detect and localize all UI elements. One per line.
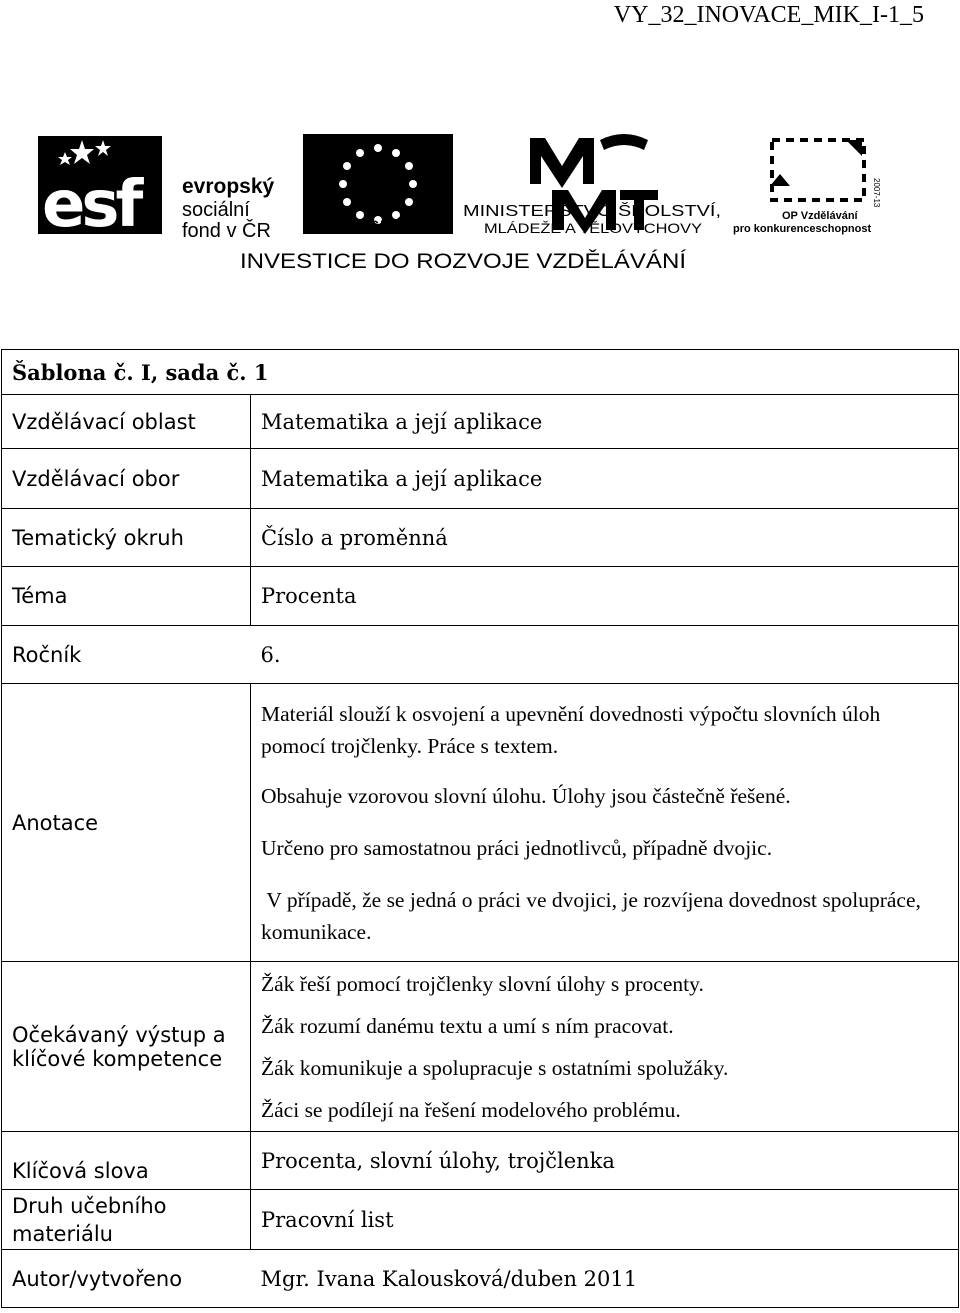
druh-label: Druh učebního materiálu	[2, 1190, 251, 1250]
anotace-paragraph: Určeno pro samostatnou práci jednotlivců, případně dvojic.	[261, 835, 773, 860]
row-value: Matematika a její aplikace	[251, 395, 959, 449]
row-label: Tematický okruh	[2, 509, 251, 567]
esf-letters: esf	[42, 168, 140, 242]
logo-band	[0, 118, 960, 278]
anotace-paragraph: V případě, že se jedná o práci ve dvojici, je rozvíjena dovednost spolupráce, komunikace.	[261, 887, 927, 944]
investice-banner: INVESTICE DO ROZVOJE VZDĚLÁVÁNÍ	[240, 250, 687, 273]
esf-logo	[38, 136, 275, 242]
vystup-item: Žáci se podílejí na řešení modelového problému.	[261, 1097, 681, 1122]
anotace-paragraph: Materiál slouží k osvojení a upevnění dovednosti výpočtu slovních úloh pomocí trojčlenky. Práce s textem.	[261, 701, 881, 758]
eu-caption: EVROPSKÁ UNIE	[303, 217, 453, 236]
vystup-item: Žák řeší pomocí trojčlenky slovní úlohy s procenty.	[261, 971, 704, 996]
sablona-cell: Šablona č. I, sada č. 1	[2, 350, 959, 395]
anotace-row	[2, 684, 959, 962]
vystup-content	[251, 962, 959, 1132]
table-row	[2, 449, 959, 509]
msmt-symbol-icon	[530, 138, 594, 188]
op-line1: OP Vzdělávání	[782, 210, 858, 222]
anotace-paragraph: Obsahuje vzorovou slovní úlohu. Úlohy jsou částečně řešené.	[261, 783, 791, 808]
esf-line1: evropský	[182, 175, 275, 198]
op-line2: pro konkurenceschopnost	[733, 223, 872, 235]
op-year: 2007-13	[872, 178, 881, 208]
document-code: VY_32_INOVACE_MIK_I-1_5	[613, 2, 924, 28]
row-value: Matematika a její aplikace	[251, 449, 959, 509]
vystup-item: Žák rozumí danému textu a umí s ním pracovat.	[261, 1013, 674, 1038]
row-label: Vzdělávací obor	[2, 449, 251, 509]
anotace-label: Anotace	[2, 684, 251, 962]
anotace-content	[251, 684, 959, 962]
msmt-logo	[463, 134, 721, 236]
autor-label: Autor/vytvořeno	[2, 1250, 251, 1308]
esf-line2: sociální	[182, 199, 250, 221]
eu-logo	[303, 134, 453, 236]
esf-line3: fond v ČR	[182, 220, 271, 242]
vystup-item: Žák komunikuje a spolupracuje s ostatními spolužáky.	[261, 1055, 729, 1080]
klicova-row	[2, 1132, 959, 1190]
op-logo	[733, 140, 881, 235]
metadata-table	[1, 349, 959, 1308]
vystup-label: Očekávaný výstup a klíčové kompetence	[2, 962, 251, 1132]
op-arrow-icon	[846, 140, 862, 156]
row-value: Číslo a proměnná	[251, 509, 959, 567]
table-row	[2, 395, 959, 449]
druh-row	[2, 1190, 959, 1250]
table-row	[2, 509, 959, 567]
msmt-line2: MLÁDEŽE A TĚLOVÝCHOVY	[484, 220, 703, 236]
klicova-value: Procenta, slovní úlohy, trojčlenka	[251, 1132, 959, 1190]
row-value: Procenta	[251, 567, 959, 626]
klicova-label: Klíčová slova	[2, 1132, 251, 1190]
autor-value: Mgr. Ivana Kalousková/duben 2011	[251, 1250, 959, 1308]
rocnik-row	[2, 626, 959, 684]
row-label: Vzdělávací oblast	[2, 395, 251, 449]
sablona-row	[2, 350, 959, 395]
rocnik-value: 6.	[251, 626, 959, 684]
druh-value: Pracovní list	[251, 1190, 959, 1250]
vystup-row	[2, 962, 959, 1132]
autor-row	[2, 1250, 959, 1308]
row-label: Téma	[2, 567, 251, 626]
msmt-line1: MINISTERSTVO ŠKOLSTVÍ,	[463, 203, 671, 220]
table-row	[2, 567, 959, 626]
rocnik-label: Ročník	[2, 626, 251, 684]
